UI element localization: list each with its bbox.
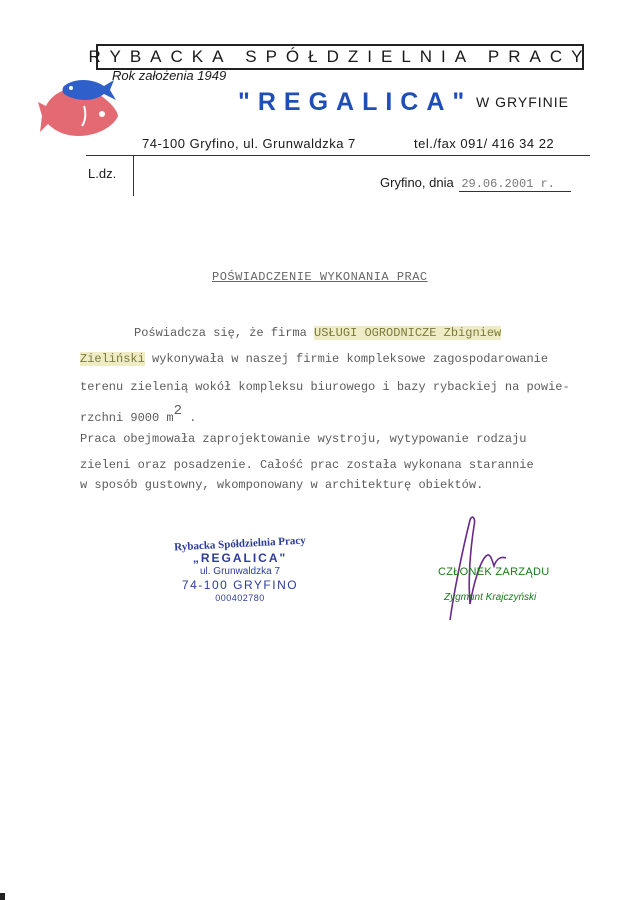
body-line-4 (80, 405, 196, 425)
stamp-line: Rybacka Spółdzielnia Pracy (173, 534, 307, 554)
document-date (459, 177, 571, 192)
body-line-7: w sposób gustowny, wkomponowany w architekturę obiektów. (80, 478, 484, 492)
brand-name: "REGALICA" (238, 88, 473, 116)
document-title: POŚWIADCZENIE WYKONANIA PRAC (212, 270, 428, 284)
body-text: rzchni 9000 m (80, 411, 174, 425)
brand-city: W GRYFINIE (476, 94, 569, 110)
body-text: wykonywała w naszej firmie kompleksowe zagospodarowanie (144, 352, 549, 366)
superscript: 2 (173, 403, 183, 419)
company-phone: tel./fax 091/ 416 34 22 (414, 136, 555, 151)
stamp-line: 74-100 GRYFINO (181, 578, 299, 592)
highlighted-text: Zieliński (80, 352, 145, 366)
fish-logo-icon (38, 72, 122, 148)
signatory-name: Zygmunt Krajczyński (444, 592, 537, 603)
body-text: . (182, 411, 197, 425)
body-line-5: Praca obejmowała zaprojektowanie wystroju, wytypowanie rodzaju (80, 432, 527, 446)
company-name-box (88, 44, 592, 70)
scan-artifact (0, 893, 5, 900)
company-name: RYBACKA SPÓŁDZIELNIA PRACY (88, 47, 592, 66)
signatory-role: CZŁONEK ZARZĄDU (438, 566, 550, 578)
company-address: 74-100 Gryfino, ul. Grunwaldzka 7 (142, 136, 356, 151)
stamp-line: „REGALICA" (192, 551, 288, 565)
company-stamp (148, 534, 332, 603)
highlighted-text: USŁUGI OGRODNICZE Zbigniew (314, 326, 502, 340)
body-line-2 (80, 352, 548, 366)
body-line-1 (134, 326, 501, 340)
ldz-divider (133, 156, 134, 196)
founded-year: Rok założenia 1949 (112, 68, 227, 83)
stamp-line: 000402780 (215, 593, 265, 603)
date-suffix: r. (540, 177, 555, 191)
date-text: 29.06.2001 (461, 177, 534, 191)
header-rule (86, 155, 590, 156)
place-date-prefix: Gryfino, dnia (380, 175, 454, 190)
place-date (380, 175, 571, 191)
body-text: Poświadcza się, że firma (134, 326, 315, 340)
body-line-3: terenu zielenią wokół kompleksu biurowego i bazy rybackiej na powie- (80, 380, 570, 394)
stamp-line: ul. Grunwaldzka 7 (199, 566, 281, 577)
ldz-label: L.dz. (88, 166, 117, 181)
body-line-6: zieleni oraz posadzenie. Całość prac została wykonana starannie (80, 458, 534, 472)
